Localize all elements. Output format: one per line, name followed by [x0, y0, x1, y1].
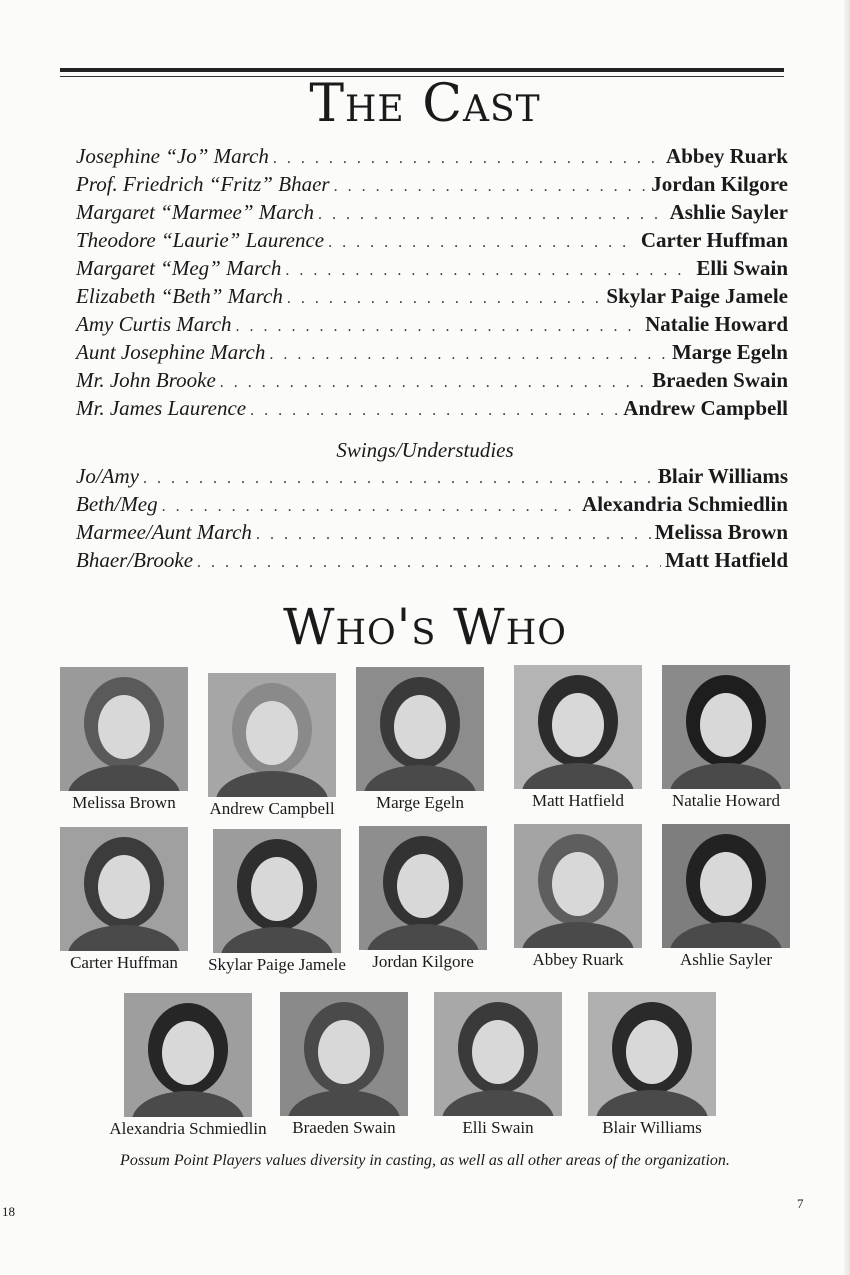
- headshot-photo: [588, 992, 716, 1116]
- role-name: Margaret “Marmee” March: [76, 200, 314, 224]
- whos-who-title: Who's Who: [283, 598, 567, 656]
- headshot-photo: [662, 824, 790, 948]
- header-rule: [60, 68, 784, 72]
- role-name: Aunt Josephine March: [76, 340, 266, 364]
- headshot-caption: Melissa Brown: [72, 793, 176, 812]
- actor-name: Matt Hatfield: [664, 548, 788, 572]
- headshot-photo: [514, 824, 642, 948]
- actor-name: Carter Huffman: [640, 228, 788, 252]
- headshot-card: [339, 826, 507, 972]
- leader-dots: [220, 374, 648, 392]
- headshot-photo: [60, 667, 188, 791]
- actor-name: Melissa Brown: [654, 520, 788, 544]
- leader-dots: [256, 526, 651, 544]
- leader-dots: [143, 470, 654, 488]
- role-name: Elizabeth “Beth” March: [76, 284, 283, 308]
- page-number-right: 7: [797, 1196, 804, 1211]
- role-name: Amy Curtis March: [76, 312, 232, 336]
- leader-dots: [318, 206, 666, 224]
- actor-name: Elli Swain: [696, 256, 788, 280]
- role-name: Mr. James Laurence: [76, 396, 247, 420]
- headshot-card: [642, 665, 810, 811]
- actor-name: Braeden Swain: [652, 368, 788, 392]
- actor-name: Jordan Kilgore: [651, 172, 788, 196]
- leader-dots: [328, 234, 637, 252]
- headshot-card: [260, 992, 428, 1138]
- leader-dots: [250, 402, 619, 420]
- headshot-caption: Carter Huffman: [70, 953, 178, 972]
- footer-note: Possum Point Players values diversity in casting, as well as all other areas of the organization.: [120, 1152, 730, 1169]
- headshot-photo: [208, 673, 336, 797]
- cast-row: [76, 228, 788, 256]
- cast-row: [76, 144, 788, 172]
- role-name: Jo/Amy: [76, 464, 139, 488]
- leader-dots: [334, 178, 648, 196]
- headshot-card: [193, 829, 361, 975]
- role-name: Theodore “Laurie” Laurence: [76, 228, 325, 252]
- headshot-caption: Braeden Swain: [292, 1118, 396, 1137]
- cast-row: [76, 520, 788, 548]
- cast-row: [76, 284, 788, 312]
- page-number-left: 18: [2, 1204, 15, 1219]
- cast-row: [76, 340, 788, 368]
- cast-row: [76, 396, 788, 424]
- headshot-card: [494, 665, 662, 811]
- leader-dots: [197, 554, 661, 572]
- headshot-caption: Natalie Howard: [671, 791, 781, 810]
- headshot-caption: Matt Hatfield: [531, 791, 625, 810]
- headshot-photo: [514, 665, 642, 789]
- headshot-card: [494, 824, 662, 970]
- leader-dots: [287, 290, 603, 308]
- headshot-caption: Skylar Paige Jamele: [208, 955, 346, 974]
- swings-heading: Swings/Understudies: [336, 438, 514, 462]
- headshot-photo: [356, 667, 484, 791]
- role-name: Prof. Friedrich “Fritz” Bhaer: [76, 172, 330, 196]
- actor-name: Natalie Howard: [645, 312, 788, 336]
- headshot-card: [104, 993, 272, 1139]
- actor-name: Blair Williams: [657, 464, 788, 488]
- role-name: Margaret “Meg” March: [76, 256, 282, 280]
- headshot-photo: [60, 827, 188, 951]
- cast-row: [76, 464, 788, 492]
- role-name: Josephine “Jo” March: [76, 144, 269, 168]
- headshot-caption: Jordan Kilgore: [372, 952, 474, 971]
- actor-name: Abbey Ruark: [666, 144, 788, 168]
- headshot-card: [568, 992, 736, 1138]
- leader-dots: [162, 498, 578, 516]
- headshot-caption: Elli Swain: [462, 1118, 534, 1137]
- role-name: Mr. John Brooke: [76, 368, 216, 392]
- headshot-caption: Marge Egeln: [376, 793, 464, 812]
- headshot-photo: [280, 992, 408, 1116]
- cast-row: [76, 492, 788, 520]
- headshot-photo: [359, 826, 487, 950]
- headshot-caption: Andrew Campbell: [209, 799, 335, 818]
- cast-list: [76, 144, 788, 424]
- headshot-photo: [434, 992, 562, 1116]
- cast-row: [76, 312, 788, 340]
- headshot-card: [414, 992, 582, 1138]
- headshot-photo: [124, 993, 252, 1117]
- swings-list: [76, 464, 788, 576]
- leader-dots: [285, 262, 692, 280]
- headshot-card: [188, 673, 356, 819]
- role-name: Marmee/Aunt March: [76, 520, 252, 544]
- headshot-caption: Abbey Ruark: [532, 950, 624, 969]
- cast-row: [76, 172, 788, 200]
- role-name: Beth/Meg: [76, 492, 158, 516]
- headshot-caption: Blair Williams: [602, 1118, 702, 1137]
- actor-name: Alexandria Schmiedlin: [582, 492, 788, 516]
- headshot-caption: Ashlie Sayler: [679, 950, 773, 969]
- cast-row: [76, 368, 788, 396]
- headshot-card: [336, 667, 504, 813]
- cast-row: [76, 256, 788, 284]
- headshot-card: [642, 824, 810, 970]
- actor-name: Marge Egeln: [671, 340, 788, 364]
- cast-title: The Cast: [309, 74, 541, 134]
- role-name: Bhaer/Brooke: [76, 548, 194, 572]
- actor-name: Skylar Paige Jamele: [606, 284, 788, 308]
- headshot-card: [40, 827, 208, 973]
- headshot-photo: [213, 829, 341, 953]
- leader-dots: [273, 150, 662, 168]
- actor-name: Ashlie Sayler: [669, 200, 788, 224]
- leader-dots: [236, 318, 642, 336]
- headshot-card: [40, 667, 208, 813]
- headshot-photo: [662, 665, 790, 789]
- actor-name: Andrew Campbell: [623, 396, 788, 420]
- leader-dots: [269, 346, 668, 364]
- cast-row: [76, 200, 788, 228]
- headshot-caption: Alexandria Schmiedlin: [109, 1119, 267, 1138]
- cast-row: [76, 548, 788, 576]
